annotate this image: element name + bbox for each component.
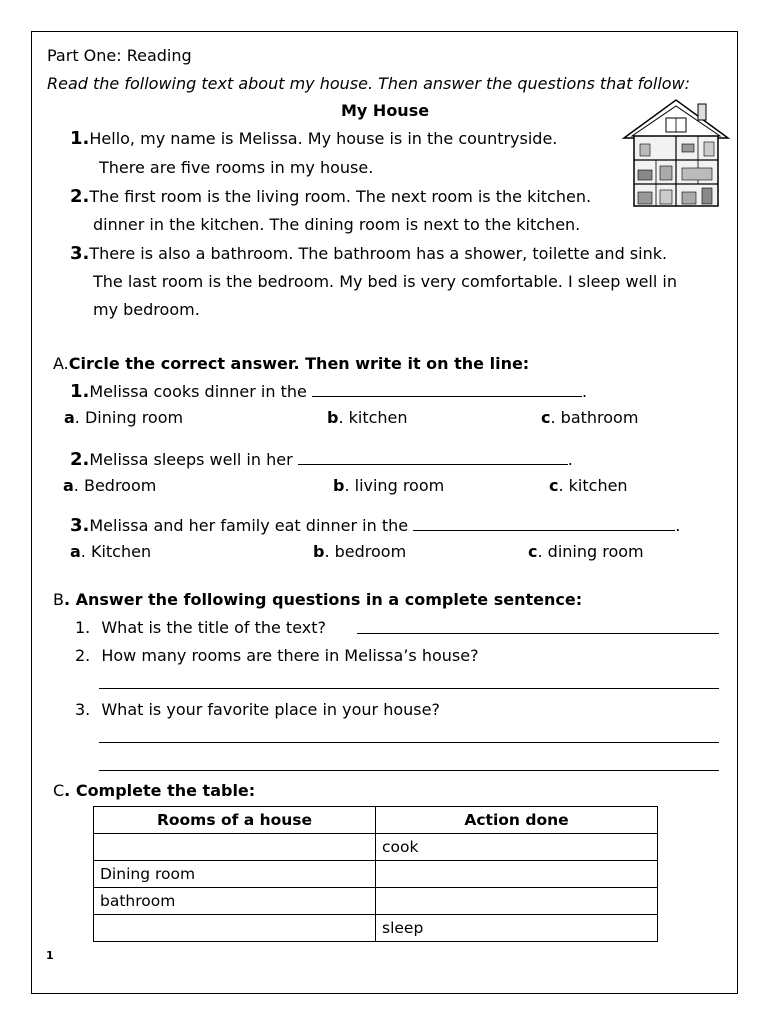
- rooms-table: [93, 806, 658, 942]
- section-letter: A.: [53, 354, 69, 373]
- option-letter: c: [541, 408, 551, 427]
- option-letter: b: [327, 408, 339, 427]
- text-title: My House: [341, 101, 430, 120]
- question-text: What is your favorite place in your house?: [101, 700, 440, 719]
- option-text: . bathroom: [550, 408, 639, 427]
- option-b[interactable]: [333, 476, 444, 495]
- option-b[interactable]: [313, 542, 406, 561]
- option-b[interactable]: [327, 408, 408, 427]
- option-letter: a: [63, 476, 74, 495]
- paragraph-line: There are five rooms in my house.: [99, 158, 374, 177]
- paragraph-line: The last room is the bedroom. My bed is very comfortable. I sleep well in: [93, 272, 677, 291]
- section-title: Circle the correct answer: [68, 354, 294, 373]
- option-letter: b: [313, 542, 325, 561]
- question-a2: [70, 449, 573, 470]
- question-number: 3.: [75, 700, 91, 719]
- paragraph-line: my bedroom.: [93, 300, 200, 319]
- table-header-cell: Action done: [376, 807, 658, 834]
- option-a[interactable]: [63, 476, 156, 495]
- answer-blank[interactable]: [413, 516, 675, 531]
- table-header-cell: Rooms of a house: [94, 807, 376, 834]
- question-a3: [70, 515, 680, 536]
- option-text: . Dining room: [74, 408, 184, 427]
- option-text: . bedroom: [324, 542, 407, 561]
- paragraph-line: There is also a bathroom. The bathroom has a shower, toilette and sink.: [89, 244, 668, 263]
- option-a[interactable]: [70, 542, 151, 561]
- question-text: Melissa sleeps well in her: [89, 450, 293, 469]
- table-cell[interactable]: sleep: [376, 915, 658, 942]
- option-letter: c: [549, 476, 559, 495]
- paragraph-1: [70, 128, 557, 149]
- table-header-row: [94, 807, 658, 834]
- question-text: Melissa and her family eat dinner in the: [89, 516, 409, 535]
- question-number: 2.: [75, 646, 91, 665]
- table-cell[interactable]: bathroom: [94, 888, 376, 915]
- question-end: .: [567, 450, 573, 469]
- question-end: .: [675, 516, 681, 535]
- section-b-heading: [53, 590, 582, 609]
- table-cell[interactable]: [94, 834, 376, 861]
- section-letter: C: [53, 781, 65, 800]
- section-title: . Answer the following questions in a complete sentence:: [63, 590, 583, 609]
- section-title: . Complete the table:: [64, 781, 256, 800]
- option-c[interactable]: [541, 408, 638, 427]
- section-title-rest: . Then write it on the line:: [293, 354, 530, 373]
- instructions: Read the following text about my house. Then answer the questions that follow:: [47, 74, 691, 93]
- paragraph-number: 1.: [70, 128, 90, 149]
- question-text: What is the title of the text?: [101, 618, 326, 637]
- table-row: [94, 915, 658, 942]
- question-b3: [75, 700, 440, 719]
- option-c[interactable]: [549, 476, 628, 495]
- option-text: . kitchen: [558, 476, 628, 495]
- option-text: . Kitchen: [80, 542, 152, 561]
- table-row: [94, 861, 658, 888]
- paragraph-number: 3.: [70, 243, 90, 264]
- answer-line[interactable]: [357, 633, 719, 634]
- paragraph-2: [70, 186, 591, 207]
- question-text: How many rooms are there in Melissa’s house?: [101, 646, 479, 665]
- section-a-heading: [53, 354, 529, 373]
- paragraph-line: The first room is the living room. The next room is the kitchen.: [89, 187, 592, 206]
- page-number: 1: [46, 949, 54, 962]
- question-text: Melissa cooks dinner in the: [89, 382, 307, 401]
- table-row: [94, 888, 658, 915]
- option-text: . dining room: [537, 542, 644, 561]
- paragraph-line: Hello, my name is Melissa. My house is in the countryside.: [89, 129, 558, 148]
- paragraph-number: 2.: [70, 186, 90, 207]
- part-title: Part One: Reading: [47, 46, 192, 65]
- question-number: 1.: [75, 618, 91, 637]
- option-letter: a: [70, 542, 81, 561]
- question-number: 2.: [70, 449, 90, 470]
- table-cell[interactable]: [376, 888, 658, 915]
- table-cell[interactable]: Dining room: [94, 861, 376, 888]
- question-number: 3.: [70, 515, 90, 536]
- option-text: . Bedroom: [73, 476, 157, 495]
- section-c-heading: [53, 781, 255, 800]
- option-text: . kitchen: [338, 408, 408, 427]
- option-letter: c: [528, 542, 538, 561]
- answer-line[interactable]: [99, 688, 719, 689]
- option-a[interactable]: [64, 408, 183, 427]
- section-letter: B: [53, 590, 64, 609]
- option-text: . living room: [344, 476, 445, 495]
- answer-line[interactable]: [99, 770, 719, 771]
- option-c[interactable]: [528, 542, 644, 561]
- question-b1: [75, 618, 326, 637]
- answer-blank[interactable]: [298, 450, 568, 465]
- answer-blank[interactable]: [312, 382, 582, 397]
- question-b2: [75, 646, 479, 665]
- table-cell[interactable]: [376, 861, 658, 888]
- question-a1: [70, 381, 587, 402]
- paragraph-3: [70, 243, 667, 264]
- table-cell[interactable]: cook: [376, 834, 658, 861]
- table-row: [94, 834, 658, 861]
- house-illustration: [620, 96, 732, 208]
- paragraph-line: dinner in the kitchen. The dining room is next to the kitchen.: [93, 215, 581, 234]
- question-end: .: [581, 382, 588, 401]
- question-number: 1.: [70, 381, 90, 402]
- answer-line[interactable]: [99, 742, 719, 743]
- table-cell[interactable]: [94, 915, 376, 942]
- option-letter: b: [333, 476, 345, 495]
- option-letter: a: [64, 408, 75, 427]
